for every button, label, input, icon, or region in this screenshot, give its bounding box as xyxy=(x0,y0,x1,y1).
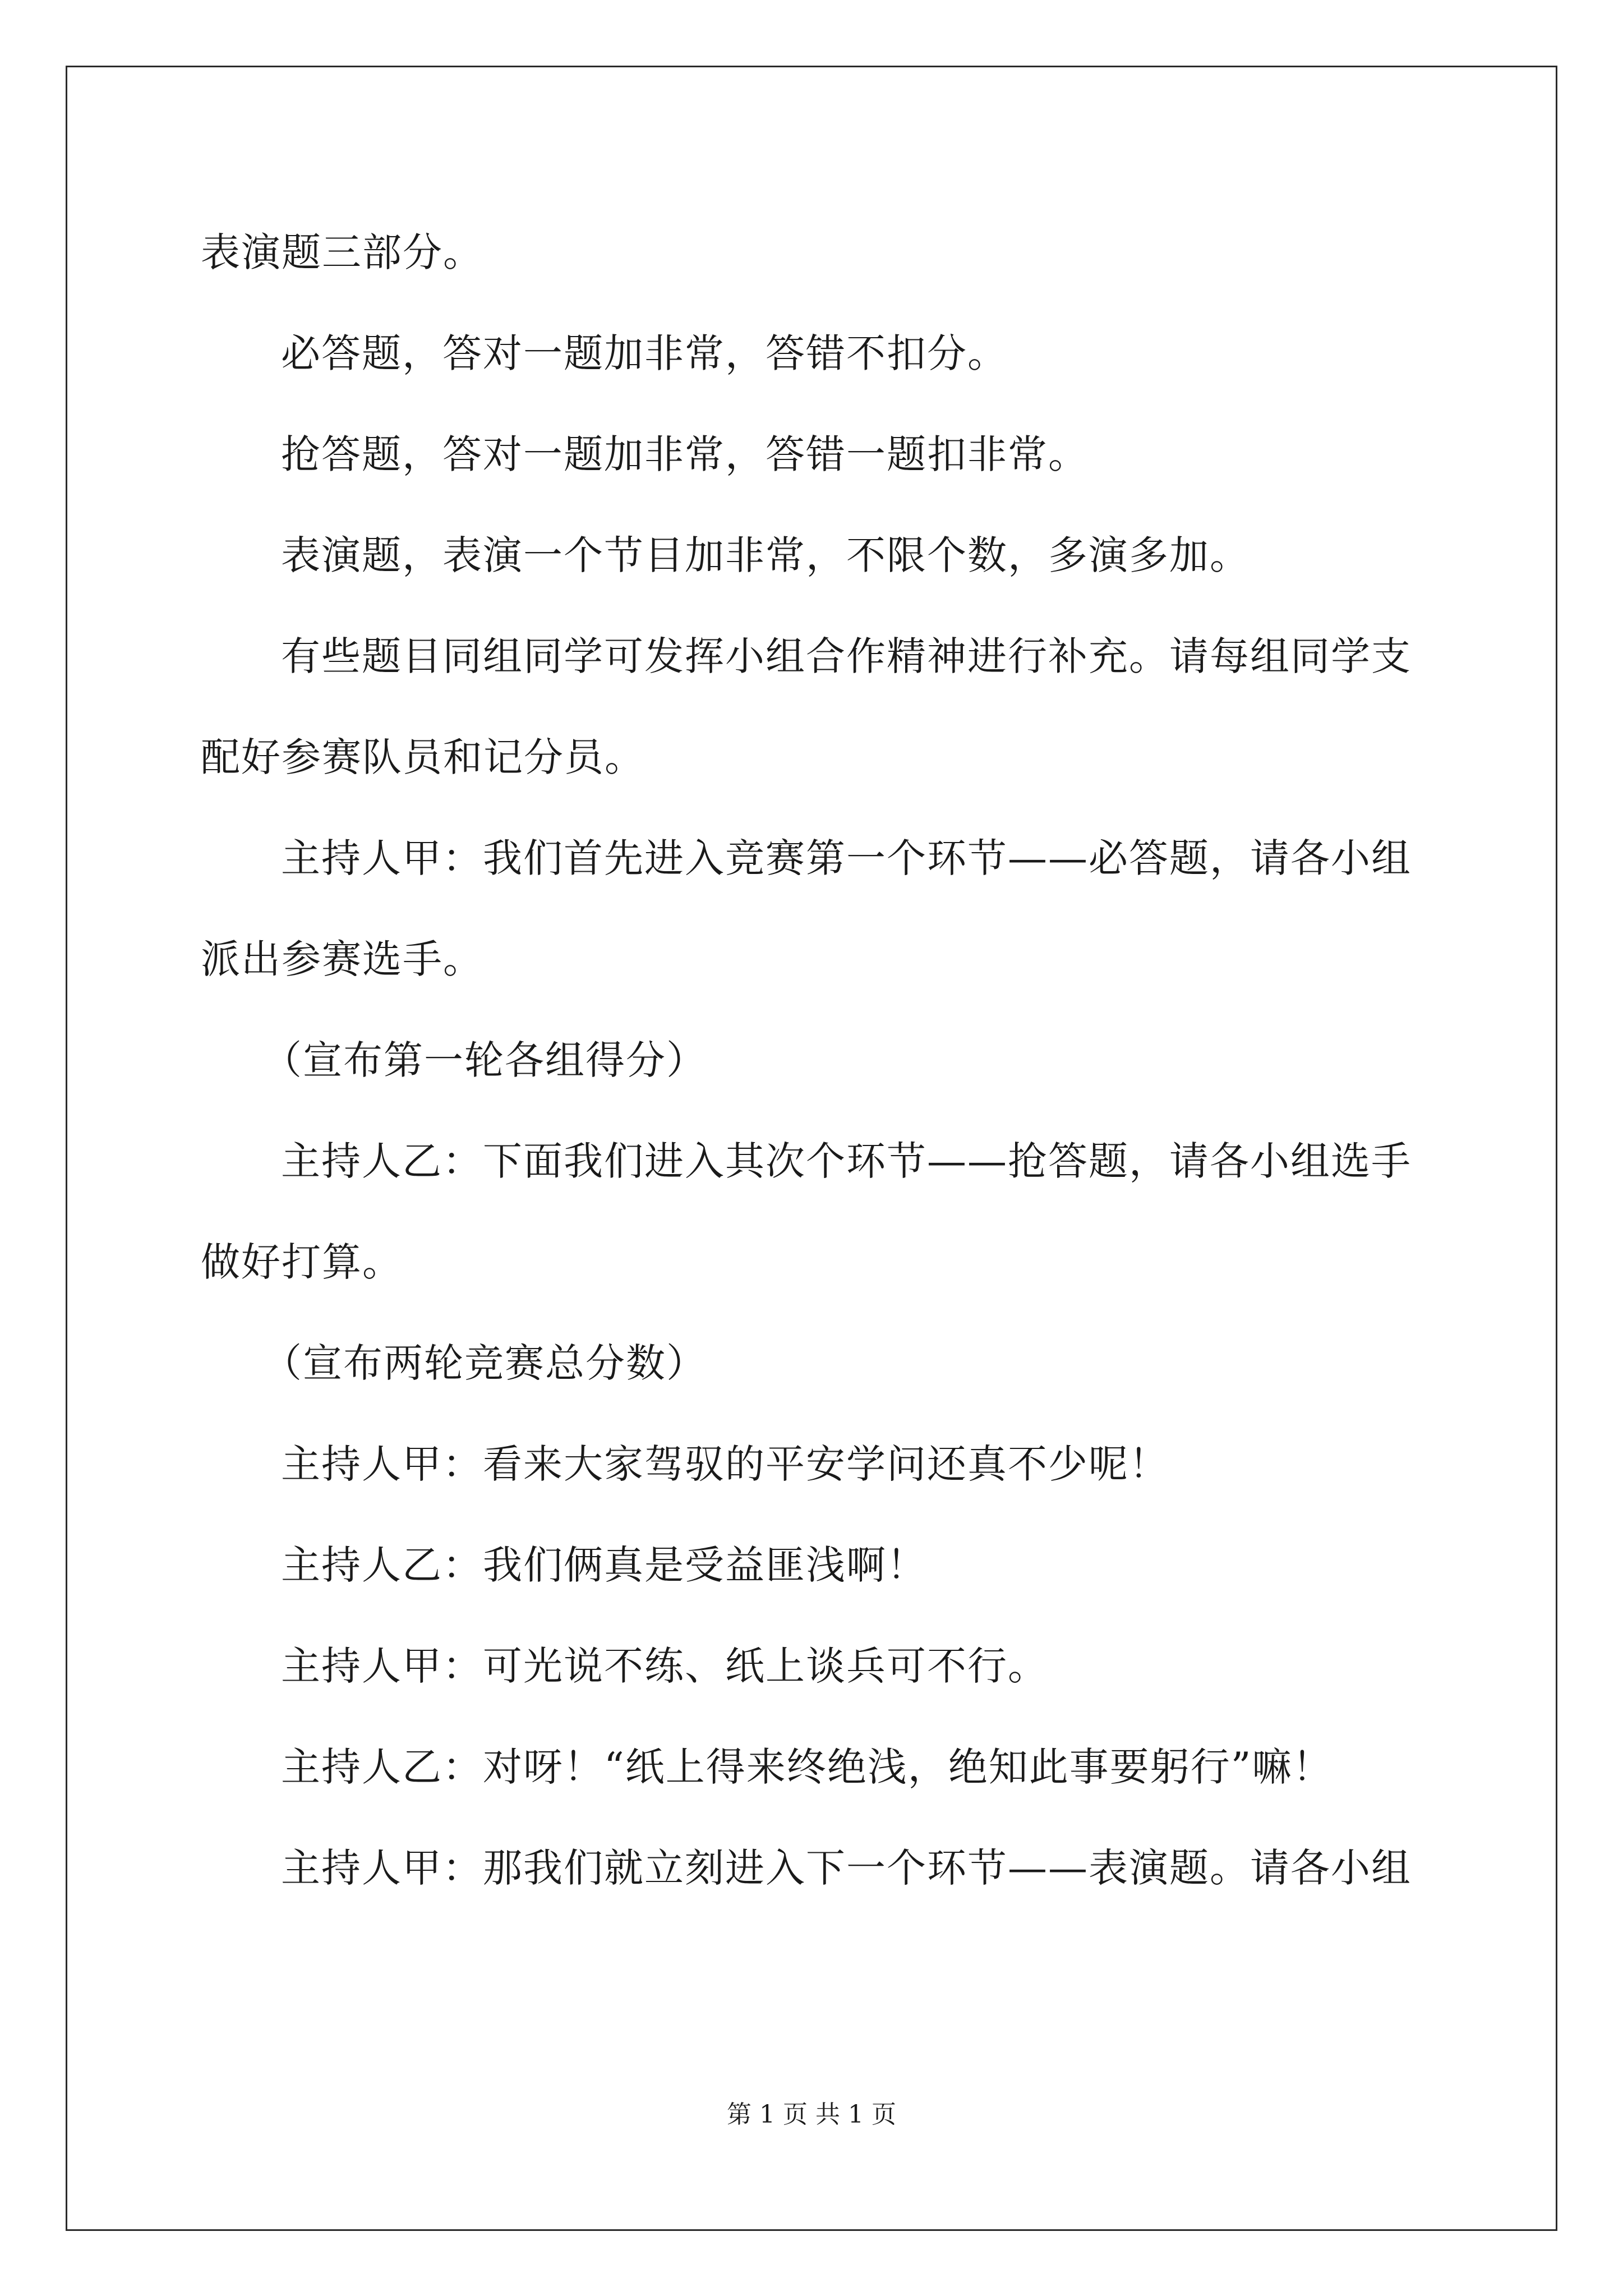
paragraph-line: （宣布两轮竞赛总分数） xyxy=(262,1340,707,1386)
paragraph-line: 配好参赛队员和记分员。 xyxy=(201,734,645,780)
page-footer: 第 1 页 共 1 页 xyxy=(727,2100,896,2129)
paragraph-line: 表演题三部分。 xyxy=(201,229,483,275)
paragraph-line: 主持人乙：我们俩真是受益匪浅啊！ xyxy=(281,1542,927,1588)
paragraph-line: 有些题目同组同学可发挥小组合作精神进行补充。请每组同学支 xyxy=(281,633,1412,679)
paragraph-line: 主持人乙：对呀！“纸上得来终绝浅，绝知此事要躬行”嘛！ xyxy=(281,1744,1333,1790)
paragraph-line: 主持人甲：看来大家驾驭的平安学问还真不少呢！ xyxy=(281,1441,1169,1487)
paragraph-line: 主持人甲：那我们就立刻进入下一个环节——表演题。请各小组 xyxy=(281,1845,1412,1891)
paragraph-line: 抢答题，答对一题加非常，答错一题扣非常。 xyxy=(281,431,1089,477)
paragraph-line: 主持人甲：可光说不练、纸上谈兵可不行。 xyxy=(281,1643,1048,1689)
paragraph-line: 表演题，表演一个节目加非常，不限个数，多演多加。 xyxy=(281,532,1250,578)
paragraph-line: 必答题，答对一题加非常，答错不扣分。 xyxy=(281,330,1008,376)
paragraph-line: 主持人甲：我们首先进入竞赛第一个环节——必答题，请各小组 xyxy=(281,835,1412,881)
paragraph-line: （宣布第一轮各组得分） xyxy=(262,1037,707,1083)
paragraph-line: 派出参赛选手。 xyxy=(201,936,483,982)
paragraph-line: 做好打算。 xyxy=(201,1239,403,1285)
paragraph-line: 主持人乙：下面我们进入其次个环节——抢答题，请各小组选手 xyxy=(281,1138,1412,1184)
